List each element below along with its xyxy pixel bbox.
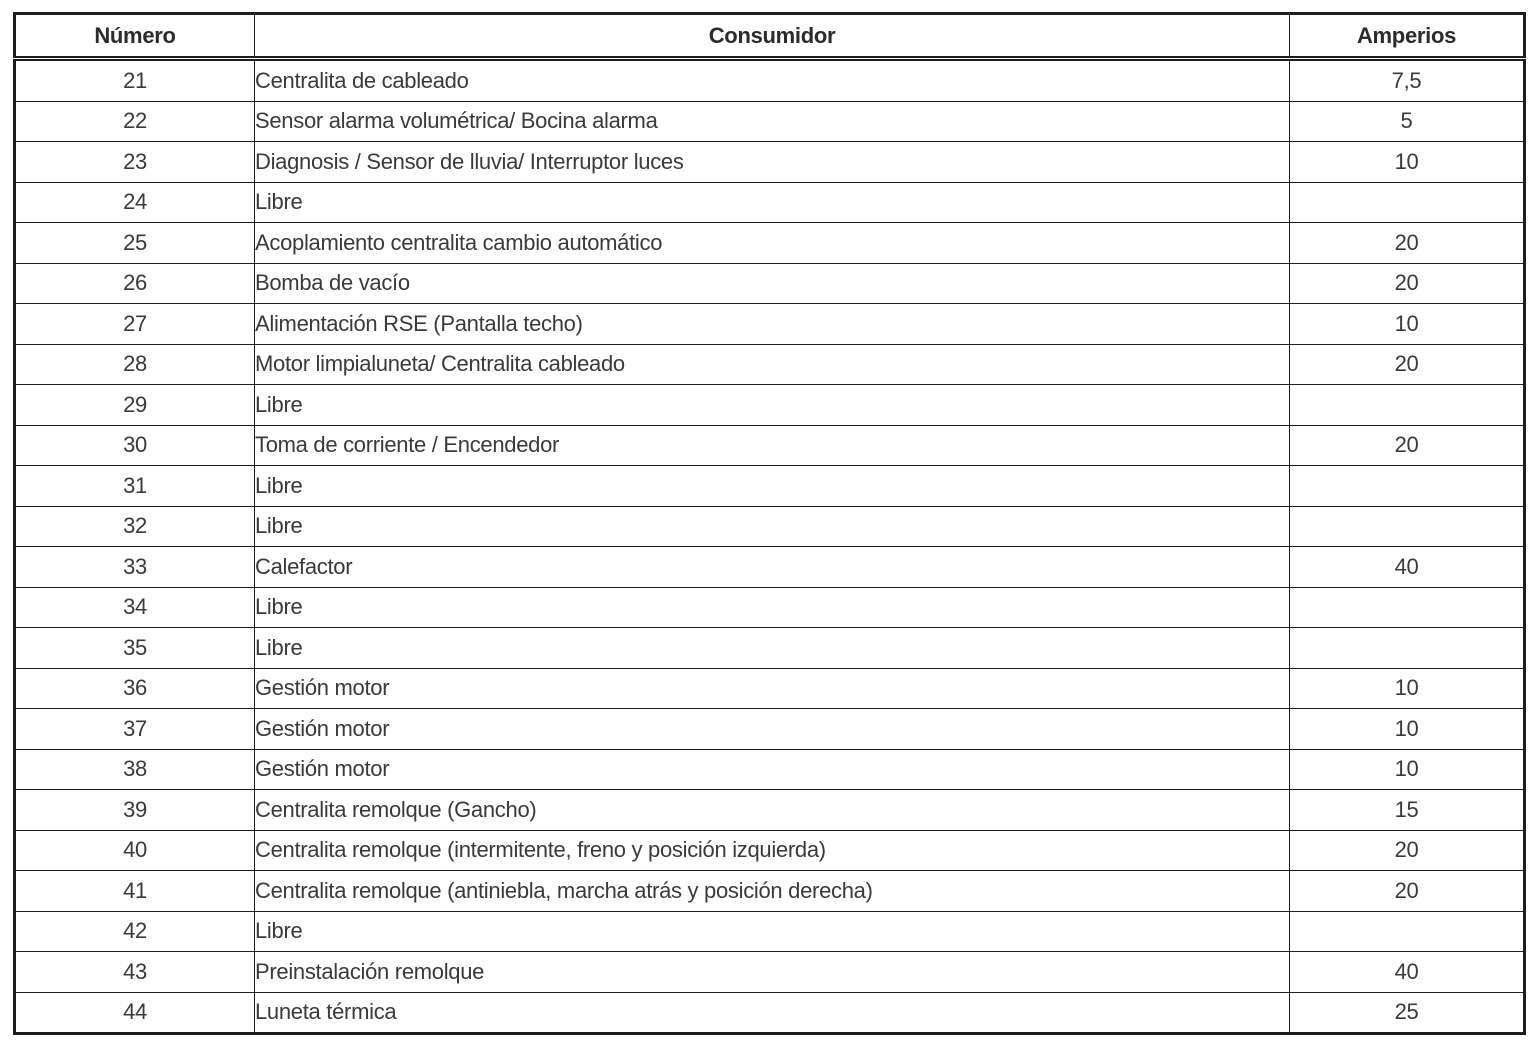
cell-amperios xyxy=(1290,506,1525,547)
cell-amperios: 10 xyxy=(1290,668,1525,709)
cell-amperios xyxy=(1290,182,1525,223)
cell-consumidor: Libre xyxy=(255,911,1290,952)
header-row xyxy=(15,14,1525,59)
cell-numero: 29 xyxy=(15,385,255,426)
table-row xyxy=(15,628,1525,669)
table-row xyxy=(15,709,1525,750)
cell-numero: 23 xyxy=(15,142,255,183)
cell-numero: 22 xyxy=(15,101,255,142)
cell-amperios: 10 xyxy=(1290,709,1525,750)
cell-amperios: 40 xyxy=(1290,547,1525,588)
table-row xyxy=(15,466,1525,507)
table-row xyxy=(15,790,1525,831)
cell-consumidor: Gestión motor xyxy=(255,668,1290,709)
cell-amperios: 10 xyxy=(1290,304,1525,345)
cell-amperios: 20 xyxy=(1290,263,1525,304)
table-row xyxy=(15,952,1525,993)
cell-amperios: 10 xyxy=(1290,142,1525,183)
table-row xyxy=(15,101,1525,142)
table-row xyxy=(15,668,1525,709)
cell-numero: 24 xyxy=(15,182,255,223)
table-row xyxy=(15,223,1525,264)
cell-consumidor: Gestión motor xyxy=(255,709,1290,750)
table-row xyxy=(15,263,1525,304)
cell-consumidor: Centralita remolque (Gancho) xyxy=(255,790,1290,831)
cell-amperios: 20 xyxy=(1290,425,1525,466)
table-row xyxy=(15,547,1525,588)
table-body xyxy=(15,59,1525,1034)
cell-consumidor: Gestión motor xyxy=(255,749,1290,790)
table-row xyxy=(15,749,1525,790)
table-row xyxy=(15,304,1525,345)
cell-consumidor: Diagnosis / Sensor de lluvia/ Interruptor luces xyxy=(255,142,1290,183)
cell-consumidor: Libre xyxy=(255,628,1290,669)
cell-amperios: 20 xyxy=(1290,223,1525,264)
cell-numero: 28 xyxy=(15,344,255,385)
cell-amperios: 40 xyxy=(1290,952,1525,993)
cell-consumidor: Alimentación RSE (Pantalla techo) xyxy=(255,304,1290,345)
cell-consumidor: Centralita remolque (intermitente, freno y posición izquierda) xyxy=(255,830,1290,871)
cell-consumidor: Luneta térmica xyxy=(255,992,1290,1034)
table-row xyxy=(15,425,1525,466)
table-row xyxy=(15,911,1525,952)
cell-numero: 35 xyxy=(15,628,255,669)
cell-numero: 31 xyxy=(15,466,255,507)
cell-amperios: 10 xyxy=(1290,749,1525,790)
table-row xyxy=(15,992,1525,1034)
table-row xyxy=(15,182,1525,223)
cell-numero: 26 xyxy=(15,263,255,304)
table-row xyxy=(15,587,1525,628)
cell-numero: 32 xyxy=(15,506,255,547)
table-row xyxy=(15,830,1525,871)
cell-numero: 39 xyxy=(15,790,255,831)
cell-amperios xyxy=(1290,466,1525,507)
cell-consumidor: Sensor alarma volumétrica/ Bocina alarma xyxy=(255,101,1290,142)
cell-numero: 33 xyxy=(15,547,255,588)
cell-amperios: 20 xyxy=(1290,871,1525,912)
cell-amperios: 5 xyxy=(1290,101,1525,142)
cell-numero: 38 xyxy=(15,749,255,790)
cell-consumidor: Centralita de cableado xyxy=(255,59,1290,102)
cell-amperios: 7,5 xyxy=(1290,59,1525,102)
cell-numero: 27 xyxy=(15,304,255,345)
cell-numero: 34 xyxy=(15,587,255,628)
cell-amperios: 20 xyxy=(1290,344,1525,385)
cell-consumidor: Libre xyxy=(255,587,1290,628)
cell-numero: 42 xyxy=(15,911,255,952)
table-row xyxy=(15,344,1525,385)
cell-amperios xyxy=(1290,385,1525,426)
cell-consumidor: Acoplamiento centralita cambio automático xyxy=(255,223,1290,264)
cell-consumidor: Calefactor xyxy=(255,547,1290,588)
cell-numero: 44 xyxy=(15,992,255,1034)
fuse-table xyxy=(13,12,1526,1035)
table-row xyxy=(15,142,1525,183)
cell-numero: 21 xyxy=(15,59,255,102)
column-header-consumidor: Consumidor xyxy=(255,14,1290,59)
cell-consumidor: Preinstalación remolque xyxy=(255,952,1290,993)
cell-consumidor: Bomba de vacío xyxy=(255,263,1290,304)
cell-consumidor: Libre xyxy=(255,182,1290,223)
cell-numero: 37 xyxy=(15,709,255,750)
cell-numero: 25 xyxy=(15,223,255,264)
cell-consumidor: Toma de corriente / Encendedor xyxy=(255,425,1290,466)
table-row xyxy=(15,59,1525,102)
cell-numero: 36 xyxy=(15,668,255,709)
cell-consumidor: Libre xyxy=(255,385,1290,426)
cell-consumidor: Motor limpialuneta/ Centralita cableado xyxy=(255,344,1290,385)
table-row xyxy=(15,506,1525,547)
cell-numero: 40 xyxy=(15,830,255,871)
cell-consumidor: Libre xyxy=(255,466,1290,507)
cell-amperios: 20 xyxy=(1290,830,1525,871)
cell-amperios: 25 xyxy=(1290,992,1525,1034)
cell-numero: 41 xyxy=(15,871,255,912)
cell-amperios xyxy=(1290,911,1525,952)
column-header-amperios: Amperios xyxy=(1290,14,1525,59)
cell-consumidor: Libre xyxy=(255,506,1290,547)
cell-amperios: 15 xyxy=(1290,790,1525,831)
table-row xyxy=(15,385,1525,426)
cell-consumidor: Centralita remolque (antiniebla, marcha atrás y posición derecha) xyxy=(255,871,1290,912)
cell-amperios xyxy=(1290,587,1525,628)
cell-numero: 30 xyxy=(15,425,255,466)
table-row xyxy=(15,871,1525,912)
cell-numero: 43 xyxy=(15,952,255,993)
cell-amperios xyxy=(1290,628,1525,669)
column-header-numero: Número xyxy=(15,14,255,59)
